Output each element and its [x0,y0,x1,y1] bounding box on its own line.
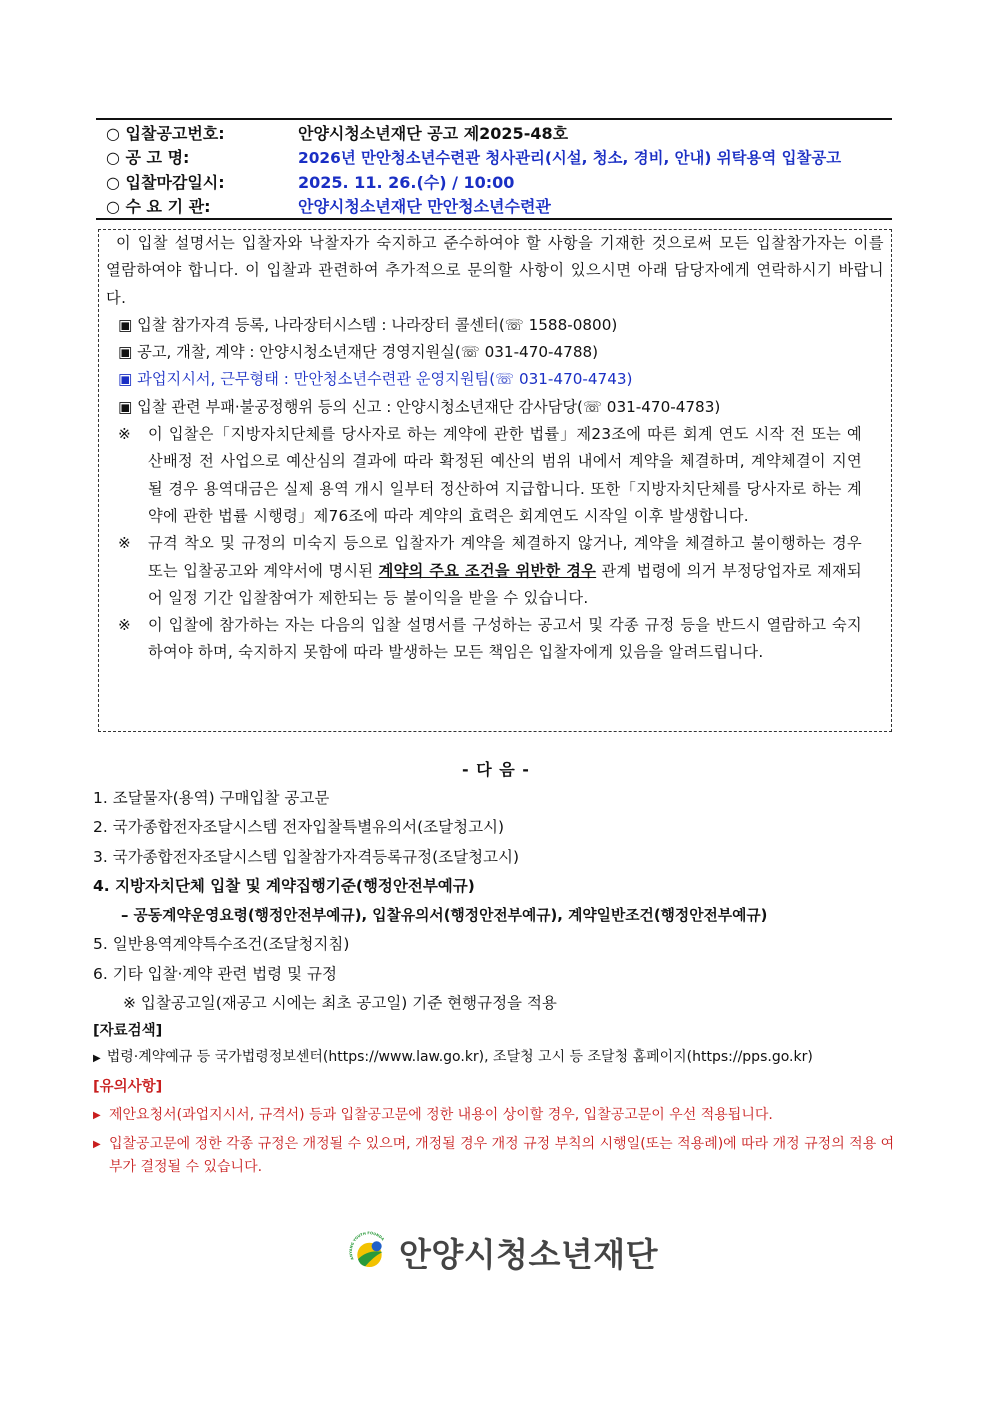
note-mark: ※ [118,425,131,444]
contact-task-order: ▣ 과업지시서, 근무형태 : 만안청소년수련관 운영지원팀(☏ 031-470-4743) [118,370,633,389]
caution-item-2 [93,1133,899,1179]
note-responsibility [106,612,884,667]
note-sanction [106,530,884,612]
note-budget-text: 이 입찰은「지방자치단체를 당사자로 하는 계약에 관한 법률」제23조에 따른 회계 연도 시작 전 또는 예산배정 전 사업으로 예산심의 결과에 따라 확정된 예산의 범위 내에서 계약을 체결하며, 계약체결이 지연될 경우 용역대금은 실제 용역 개시 일부터 정산하여 지급합니다. 또한「지방자치단체를 당사자로 하는 계약에 관한 법률 시행령」제76조에 따라 계약의 효력은 회계연도 시작일 이후 발생합니다. [148,425,862,525]
note-sanction-part-a: 규격 착오 및 규정의 미숙지 등으로 입찰자가 계약을 체결하지 않거나, 계약을 체결하고 불이행하는 경우 또는 입찰공고와 계약서에 명시된 [148,534,862,580]
caution-text-2: 입찰공고문에 정한 각종 규정은 개정될 수 있으며, 개정될 경우 개정 규정 부칙의 시행일(또는 적용례)에 따라 개정 규정의 적용 여부가 결정될 수 있습니다. [109,1136,895,1175]
note-sanction-emphasis: 계약의 주요 조건을 위반한 경우 [378,561,597,580]
list-item: 1. 조달물자(용역) 구매입찰 공고문 [93,789,330,807]
note-mark: ※ [118,534,131,553]
list-item: 5. 일반용역계약특수조건(조달청지침) [93,935,350,954]
demand-agency-row [96,194,892,219]
foundation-logo [348,1222,658,1282]
caution-text-1: 제안요청서(과업지시서, 규격서) 등과 입찰공고문에 정한 내용이 상이할 경우, 입찰공고문이 우선 적용됩니다. [109,1107,773,1123]
reference-text: 법령·계약예규 등 국가법령정보센터(https://www.law.go.kr), 조달청 고시 등 조달청 홈페이지(https://pps.go.kr) [106,1049,813,1065]
note-budget [106,421,884,530]
section-heading: - 다 음 - [462,760,530,779]
arrow-icon: ▶ [93,1110,101,1121]
bid-number-label: ○ 입찰공고번호: [106,123,225,143]
notice-title-value: 2026년 만안청소년수련관 청사관리(시설, 청소, 경비, 안내) 위탁용역 입찰공고 [298,148,842,167]
contact-report: ▣ 입찰 관련 부패·불공정행위 등의 신고 : 안양시청소년재단 감사담당(☏ 031-470-4783) [118,397,721,416]
list-note: ※ 입찰공고일(재공고 시에는 최초 공고일) 기준 현행규정을 적용 [123,994,557,1013]
list-subitem: – 공동계약운영요령(행정안전부예규), 입찰유의서(행정안전부예규), 계약일반조건(행정안전부예규) [121,907,768,925]
caution-item-1 [93,1104,899,1127]
deadline-label: ○ 입찰마감일시: [106,172,225,192]
arrow-icon: ▶ [93,1053,101,1064]
notice-intro: 이 입찰 설명서는 입찰자와 낙찰자가 숙지하고 준수하여야 할 사항을 기재한 것으로써 모든 입찰참가자는 이를 열람하여야 합니다. 이 입찰과 관련하여 추가적으로 문의할 사항이 있으시면 아래 담당자에게 연락하시기 바랍니다. [106,234,884,307]
reference-line [93,1046,813,1066]
list-item: 6. 기타 입찰·계약 관련 법령 및 규정 [93,964,337,983]
deadline-row [96,169,892,194]
logo-arc-text: ANYANG YOUTH FOUNDA [348,1231,385,1261]
reference-heading: [자료검색] [93,1023,163,1039]
contact-registration: ▣ 입찰 참가자격 등록, 나라장터시스템 : 나라장터 콜센터(☏ 1588-0800) [118,315,618,334]
notice-title-label: ○ 공 고 명: [106,148,190,168]
list-item: 2. 국가종합전자조달시스템 전자입찰특별유의서(조달청고시) [93,818,505,837]
deadline-value: 2025. 11. 26.(수) / 10:00 [298,172,515,192]
foundation-emblem-icon [348,1222,391,1282]
arrow-icon: ▶ [93,1139,101,1150]
bid-number-row [96,120,892,145]
note-sanction-part-c: 관계 법령에 의거 부정당업자로 제재되어 일정 기간 입찰참여가 제한되는 등 불이익을 받을 수 있습니다. [148,561,862,607]
note-mark: ※ [118,616,131,635]
notice-title-row [96,145,892,170]
caution-heading: [유의사항] [93,1079,163,1095]
contact-contract: ▣ 공고, 개찰, 계약 : 안양시청소년재단 경영지원실(☏ 031-470-4788) [118,343,599,362]
note-responsibility-text: 이 입찰에 참가하는 자는 다음의 입찰 설명서를 구성하는 공고서 및 각종 규정 등을 반드시 열람하고 숙지하여야 하며, 숙지하지 못함에 따라 발생하는 모든 책임은 입찰자에게 있음을 알려드립니다. [148,616,862,662]
list-item: 3. 국가종합전자조달시스템 입찰참가자격등록규정(조달청고시) [93,847,520,866]
bid-info-table [96,118,892,220]
demand-agency-value: 안양시청소년재단 만안청소년수련관 [298,197,551,217]
document-list [93,784,903,1018]
note-sanction-text [148,530,884,612]
foundation-name: 안양시청소년재단 [398,1234,658,1274]
list-item: 4. 지방자치단체 입찰 및 계약집행기준(행정안전부예규) [93,876,475,895]
bid-number-value: 안양시청소년재단 공고 제2025-48호 [298,123,569,143]
demand-agency-label: ○ 수 요 기 관: [106,197,211,217]
notice-box [98,229,892,732]
